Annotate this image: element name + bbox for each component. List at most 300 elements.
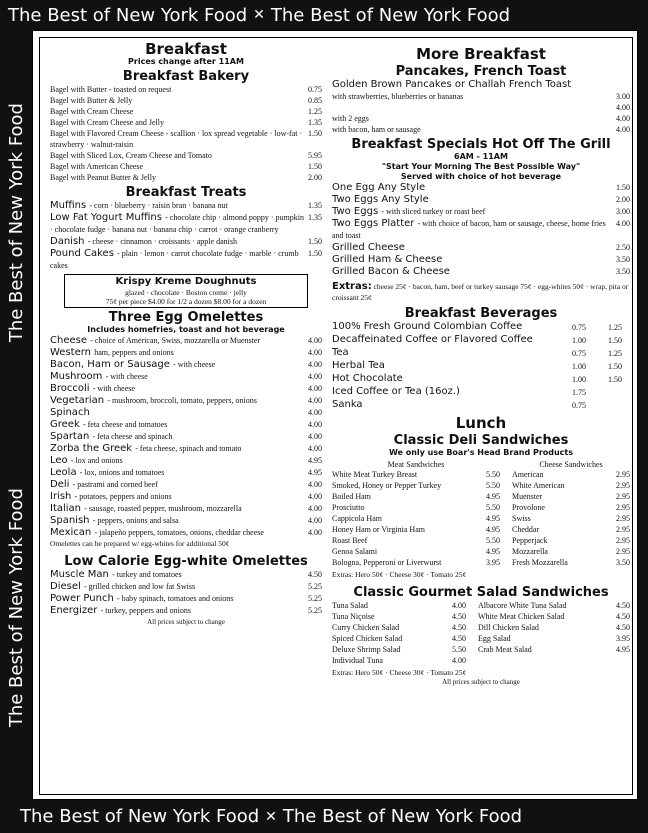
menu-item	[478, 633, 630, 644]
menu-item	[50, 347, 322, 359]
item-price: 4.50	[452, 612, 466, 621]
salad-title: Classic Gourmet Salad Sandwiches	[353, 585, 609, 600]
item-text	[50, 419, 167, 431]
item-text	[332, 242, 405, 254]
item-price: 2.95	[616, 536, 630, 545]
lowcal-title: Low Calorie Egg-white Omelettes	[64, 554, 308, 569]
price-large: 1.25	[608, 323, 622, 332]
menu-item	[50, 407, 322, 419]
item-name: Leola	[50, 467, 77, 478]
item-price: 4.00	[308, 432, 322, 441]
menu-item	[332, 480, 500, 491]
item-price: 2.95	[616, 481, 630, 490]
menu-item	[50, 172, 322, 183]
item-name: Grilled Bacon & Cheese	[332, 266, 450, 277]
item-desc: - turkey, peppers and onions	[100, 606, 191, 615]
more-breakfast-title: More Breakfast	[416, 45, 546, 63]
menu-item	[50, 150, 322, 161]
item-price: 4.95	[486, 525, 500, 534]
item-name: Vegetarian	[50, 395, 105, 406]
menu-item	[332, 469, 500, 480]
menu-item	[332, 254, 630, 266]
item-name: Deluxe Shrimp Salad	[332, 645, 401, 654]
item-price: 1.35	[308, 118, 322, 127]
item-text	[50, 443, 241, 455]
item-price: 4.00	[308, 492, 322, 501]
item-name: Greek	[50, 419, 80, 430]
item-price: 4.00	[308, 384, 322, 393]
item-name: Provolone	[512, 503, 545, 512]
specials-note: Served with choice of hot beverage	[400, 172, 562, 181]
menu-item	[50, 106, 322, 117]
menu-item	[332, 242, 630, 254]
item-name: Low Fat Yogurt Muffins	[50, 212, 162, 223]
item-price: 4.00	[308, 444, 322, 453]
item-name: Bagel with Butter & Jelly	[50, 96, 133, 105]
menu-item	[512, 557, 630, 568]
item-price: 2.00	[308, 173, 322, 182]
menu-item	[50, 431, 322, 443]
beverage-name: Herbal Tea	[332, 360, 385, 371]
item-name: Muenster	[512, 492, 543, 501]
item-name: Cheese	[50, 335, 87, 346]
item-desc: - sausage, roasted pepper, mushroom, mozzarella	[84, 504, 242, 513]
menu-item	[50, 503, 322, 515]
krispy-title: Krispy Kreme Doughnuts	[115, 276, 257, 287]
menu-item	[50, 443, 322, 455]
beverage-item	[332, 334, 630, 347]
price-large	[608, 399, 630, 412]
extras-text: cheese 25¢ · bacon, ham, beef or turkey sausage 75¢ · egg-whites 50¢ · wrap, pita or croissant 25¢	[332, 282, 629, 302]
item-name: Zorba the Greek	[50, 443, 133, 454]
menu-item	[50, 569, 322, 581]
menu-item	[332, 182, 630, 194]
item-desc: - with choice of bacon, ham or sausage, cheese, home fries and toast	[332, 219, 606, 240]
item-name: Bagel with American Cheese	[50, 162, 144, 171]
item-text	[332, 182, 425, 194]
menu-item	[332, 113, 630, 124]
item-price: 2.50	[616, 243, 630, 252]
menu-item	[50, 236, 322, 248]
item-text	[50, 212, 304, 236]
meat-title: Meat Sandwiches	[387, 460, 445, 469]
item-price: 2.00	[616, 195, 630, 204]
specials-title: Breakfast Specials Hot Off The Grill	[351, 137, 611, 152]
beverage-prices	[572, 373, 630, 386]
menu-item	[332, 194, 630, 206]
price-large: 1.50	[608, 362, 622, 371]
beverage-prices	[572, 386, 630, 399]
specials-quote: "Start Your Morning The Best Possible Way"	[381, 162, 581, 171]
item-price: 4.00	[452, 601, 466, 610]
item-text	[50, 248, 304, 272]
item-text	[50, 569, 182, 581]
extras-label: Extras:	[332, 281, 372, 292]
menu-item	[332, 524, 500, 535]
banner-text: The Best of New York Food	[20, 806, 260, 827]
item-price: 3.00	[616, 207, 630, 216]
beverage-item	[332, 386, 630, 399]
item-price: 4.00	[308, 336, 322, 345]
menu-item	[50, 581, 322, 593]
item-price: 1.50	[308, 249, 322, 258]
cheese-title: Cheese Sandwiches	[539, 460, 603, 469]
menu-item	[512, 513, 630, 524]
item-price: 4.50	[616, 623, 630, 632]
item-price: 2.95	[616, 503, 630, 512]
item-price: 4.50	[452, 634, 466, 643]
price-regular: 1.75	[572, 388, 586, 397]
item-desc: - with cheese	[173, 360, 216, 369]
cheese-column	[512, 460, 630, 568]
item-text	[50, 371, 148, 383]
menu-item	[332, 124, 630, 135]
item-text	[50, 515, 179, 527]
krispy-desc: glazed · chocolate · Boston creme · jelly	[125, 288, 247, 297]
banner-text: The Best of New York Food	[8, 4, 248, 26]
item-name: White American	[512, 481, 565, 490]
lowcal-list	[50, 569, 322, 617]
item-price: 4.00	[308, 516, 322, 525]
menu-item	[512, 480, 630, 491]
menu-item	[50, 212, 322, 236]
item-name: Broccoli	[50, 383, 90, 394]
cheese-list	[512, 469, 630, 568]
meat-column	[332, 460, 500, 568]
item-text	[50, 467, 164, 479]
menu-item	[332, 644, 466, 655]
item-price: 5.25	[308, 606, 322, 615]
lunch-title: Lunch	[455, 414, 507, 432]
menu-item	[332, 535, 500, 546]
item-price: 5.95	[308, 151, 322, 160]
beverages-title: Breakfast Beverages	[404, 306, 558, 321]
item-name: Mushroom	[50, 371, 103, 382]
item-text	[50, 503, 242, 515]
menu-item	[512, 469, 630, 480]
beverage-name: Decaffeinated Coffee or Flavored Coffee	[332, 334, 533, 345]
menu-item	[50, 527, 322, 539]
item-name: Bologna, Pepperoni or Liverwurst	[332, 558, 442, 567]
beverage-name: Sanka	[332, 399, 363, 410]
beverage-item	[332, 373, 630, 386]
item-desc: - chocolate chip · almond poppy · pumpkin · chocolate fudge · banana nut · banana chip · carrot · orange cranberry	[50, 213, 304, 234]
banner-text: The Best of New York Food	[270, 4, 511, 26]
omelettes-footer: Omelettes can be prepared w/ egg-whites for additional 50¢	[50, 539, 230, 548]
price-large: 1.50	[608, 375, 622, 384]
menu-item	[332, 491, 500, 502]
item-price: 5.50	[486, 481, 500, 490]
item-desc: - feta cheese, spinach and tomato	[135, 444, 242, 453]
item-price: 5.50	[452, 645, 466, 654]
item-name: Two Eggs Platter	[332, 218, 415, 229]
item-name: Tuna Niçoise	[332, 612, 375, 621]
item-price: 0.85	[308, 96, 322, 105]
price-regular: 0.75	[572, 349, 586, 358]
item-text	[50, 395, 257, 407]
menu-item	[50, 248, 322, 272]
krispy-prices: 75¢ per piece $4.00 for 1/2 a dozen $8.00 for a dozen	[105, 297, 267, 306]
menu-item	[50, 371, 322, 383]
item-name: White Meat Chicken Salad	[478, 612, 565, 621]
menu-frame	[39, 37, 633, 795]
menu-item	[50, 593, 322, 605]
item-name: Italian	[50, 503, 82, 514]
right-side-border	[638, 30, 648, 800]
menu-item	[50, 467, 322, 479]
item-name: Bagel with Cream Cheese and Jelly	[50, 118, 164, 127]
item-price: 4.00	[616, 219, 630, 228]
menu-item	[50, 128, 322, 150]
price-regular: 0.75	[572, 401, 586, 410]
item-name: Bagel with Peanut Butter & Jelly	[50, 173, 156, 182]
item-price: 4.00	[308, 372, 322, 381]
item-name: Diesel	[50, 581, 81, 592]
item-name: Swiss	[512, 514, 531, 523]
item-desc: - cheese · cinnamon · croissants · apple danish	[87, 237, 237, 246]
item-price: 1.35	[308, 201, 322, 210]
beverage-item	[332, 399, 630, 412]
item-price: 4.50	[452, 623, 466, 632]
price-large: 1.50	[608, 336, 622, 345]
menu-item	[332, 600, 466, 611]
item-price: 3.95	[616, 634, 630, 643]
item-name: Muscle Man	[50, 569, 109, 580]
item-name: Honey Ham or Virginia Ham	[332, 525, 425, 534]
omelettes-list	[50, 335, 322, 539]
item-price: 1.35	[308, 213, 322, 222]
item-price: 3.00	[616, 92, 630, 101]
item-name: Bagel with Sliced Lox, Cream Cheese and Tomato	[50, 151, 212, 160]
menu-item	[50, 359, 322, 371]
beverage-prices	[572, 347, 630, 360]
item-price: 4.00	[452, 656, 466, 665]
salad-left-list	[332, 600, 466, 666]
item-text	[50, 581, 195, 593]
right-column	[332, 38, 630, 687]
item-price: 2.95	[616, 492, 630, 501]
item-price: 4.00	[308, 360, 322, 369]
item-price: 4.00	[308, 396, 322, 405]
menu-item	[512, 535, 630, 546]
specials-time: 6AM - 11AM	[454, 152, 508, 161]
item-text	[50, 200, 228, 212]
item-price: 5.25	[308, 582, 322, 591]
item-name: Muffins	[50, 200, 87, 211]
item-price: 4.00	[308, 408, 322, 417]
item-name: Western	[50, 347, 92, 358]
item-desc: - lox, onions and tomatoes	[79, 468, 165, 477]
beverage-prices	[572, 399, 630, 412]
item-price: 5.50	[486, 470, 500, 479]
item-desc: - corn · blueberry · raisin bran · banana nut	[89, 201, 228, 210]
breakfast-note: Prices change after 11AM	[128, 57, 244, 66]
menu-item	[478, 600, 630, 611]
deli-extras: Extras: Hero 50¢ · Cheese 30¢ · Tomato 25¢	[332, 570, 467, 579]
menu-item	[332, 611, 466, 622]
menu-item	[50, 419, 322, 431]
item-name: Spinach	[50, 407, 90, 418]
item-price: 1.25	[308, 107, 322, 116]
beverage-name: Tea	[332, 347, 349, 358]
item-price: 4.00	[616, 114, 630, 123]
menu-item	[512, 502, 630, 513]
item-name: Dill Chicken Salad	[478, 623, 539, 632]
pancakes-name: Golden Brown Pancakes or Challah French Toast	[332, 79, 572, 90]
specials-extras	[332, 281, 630, 302]
item-price: 4.00	[308, 480, 322, 489]
item-price: 4.00	[616, 125, 630, 134]
item-text	[50, 236, 237, 248]
item-price: 4.95	[486, 547, 500, 556]
item-name: Smoked, Honey or Pepper Turkey	[332, 481, 442, 490]
pancakes-list	[332, 91, 630, 135]
item-name: One Egg Any Style	[332, 182, 426, 193]
item-price: 4.50	[616, 612, 630, 621]
item-desc: - grilled chicken and low fat Swiss	[83, 582, 196, 591]
item-price: 1.50	[308, 129, 322, 138]
item-name: Bacon, Ham or Sausage	[50, 359, 170, 370]
menu-item	[50, 395, 322, 407]
specials-list	[332, 182, 630, 278]
prices-note: All prices subject to change	[147, 618, 225, 626]
menu-item	[332, 557, 500, 568]
menu-item	[50, 335, 322, 347]
item-text	[50, 455, 123, 467]
item-text	[50, 407, 90, 419]
beverage-prices	[572, 321, 630, 334]
item-name: Leo	[50, 455, 68, 466]
item-desc: - baby spinach, tomatoes and onions	[116, 594, 234, 603]
omelettes-title: Three Egg Omelettes	[108, 310, 264, 325]
price-regular: 1.00	[572, 336, 586, 345]
item-name: Energizer	[50, 605, 98, 616]
menu-item	[50, 117, 322, 128]
item-price: 4.95	[616, 645, 630, 654]
left-side-banner	[0, 30, 32, 800]
omelettes-note: Includes homefries, toast and hot beverage	[87, 325, 285, 334]
price-large	[608, 386, 630, 399]
menu-item	[332, 546, 500, 557]
pancakes-title: Pancakes, French Toast	[395, 64, 567, 79]
menu-item	[332, 513, 500, 524]
menu-item	[50, 161, 322, 172]
item-price: 3.50	[616, 255, 630, 264]
item-name: Bagel with Cream Cheese	[50, 107, 134, 116]
item-desc: - plain · lemon · carrot chocolate fudge · marble · crumb cakes	[50, 249, 299, 270]
item-text	[50, 347, 174, 359]
item-price: 1.50	[308, 162, 322, 171]
item-desc: - with cheese	[105, 372, 148, 381]
menu-item	[332, 206, 630, 218]
item-price: 1.50	[308, 237, 322, 246]
item-price: 4.00	[308, 528, 322, 537]
item-name: Curry Chicken Salad	[332, 623, 400, 632]
treats-list	[50, 200, 322, 272]
item-name: Irish	[50, 491, 72, 502]
item-price: 4.50	[616, 601, 630, 610]
item-desc: - lox and onions	[70, 456, 123, 465]
item-name: Bagel with Flavored Cream Cheese - scallion · lox spread vegetable · low-fat · strawberry · walnut-raisin	[50, 129, 303, 149]
item-desc: - feta cheese and tomatoes	[82, 420, 168, 429]
item-price: 1.50	[616, 183, 630, 192]
item-name: Fresh Mozzarella	[512, 558, 568, 567]
beverages-list	[332, 321, 630, 412]
beverage-prices	[572, 360, 630, 373]
item-name: Individual Tuna	[332, 656, 383, 665]
item-price: 2.95	[616, 525, 630, 534]
menu-item	[332, 655, 466, 666]
item-name: Power Punch	[50, 593, 114, 604]
item-text	[50, 383, 135, 395]
menu-item	[50, 455, 322, 467]
bottom-banner	[0, 800, 648, 833]
left-column	[50, 38, 322, 627]
item-price: 3.50	[616, 267, 630, 276]
banner-text: The Best of New York Food	[282, 806, 523, 827]
item-price: 0.75	[308, 85, 322, 94]
menu-item	[332, 622, 466, 633]
fork-knife-icon: ✕	[253, 7, 265, 23]
item-name: Albacore White Tuna Salad	[478, 601, 567, 610]
menu-item	[50, 383, 322, 395]
beverage-item	[332, 360, 630, 373]
beverage-name: Hot Chocolate	[332, 373, 403, 384]
item-name: Genoa Salami	[332, 547, 378, 556]
price-regular: 1.00	[572, 375, 586, 384]
menu-item	[512, 491, 630, 502]
item-name: with 2 eggs	[332, 114, 369, 123]
item-desc: - jalapeño peppers, tomatoes, onions, cheddar cheese	[94, 528, 264, 537]
top-banner	[0, 0, 648, 30]
item-desc: - feta cheese and spinach	[92, 432, 173, 441]
item-text	[332, 206, 485, 218]
item-price: 5.50	[486, 536, 500, 545]
menu-item	[332, 266, 630, 278]
item-name: Grilled Cheese	[332, 242, 405, 253]
menu-item	[50, 200, 322, 212]
item-desc: - turkey and tomatoes	[112, 570, 182, 579]
menu-item	[478, 622, 630, 633]
item-text	[50, 593, 233, 605]
side-banner-text: The Best of New York Food	[5, 487, 27, 728]
menu-item	[478, 611, 630, 622]
item-name: Crab Meat Salad	[478, 645, 532, 654]
item-name: Two Eggs Any Style	[332, 194, 429, 205]
bakery-list	[50, 84, 322, 183]
item-desc: - choice of American, Swiss, mozzarella or Muenster	[90, 336, 261, 345]
beverage-item	[332, 347, 630, 360]
item-price: 4.95	[486, 514, 500, 523]
item-desc: - with cheese	[92, 384, 135, 393]
item-name: Tuna Salad	[332, 601, 368, 610]
item-name: White Meat Turkey Breast	[332, 470, 418, 479]
treats-title: Breakfast Treats	[125, 185, 247, 200]
salad-right-list	[478, 600, 630, 666]
item-price: 3.50	[616, 558, 630, 567]
item-name: Danish	[50, 236, 85, 247]
beverage-prices	[572, 334, 630, 347]
item-desc: - potatoes, peppers and onions	[74, 492, 172, 501]
item-desc: - with sliced turkey or roast beef	[381, 207, 486, 216]
item-name: Egg Salad	[478, 634, 511, 643]
item-name: Pound Cakes	[50, 248, 114, 259]
item-desc: - mushroom, broccoli, tomato, peppers, onions	[107, 396, 257, 405]
menu-item	[512, 524, 630, 535]
beverage-name: 100% Fresh Ground Colombian Coffee	[332, 321, 523, 332]
price-regular: 0.75	[572, 323, 586, 332]
breakfast-title: Breakfast	[145, 40, 227, 58]
